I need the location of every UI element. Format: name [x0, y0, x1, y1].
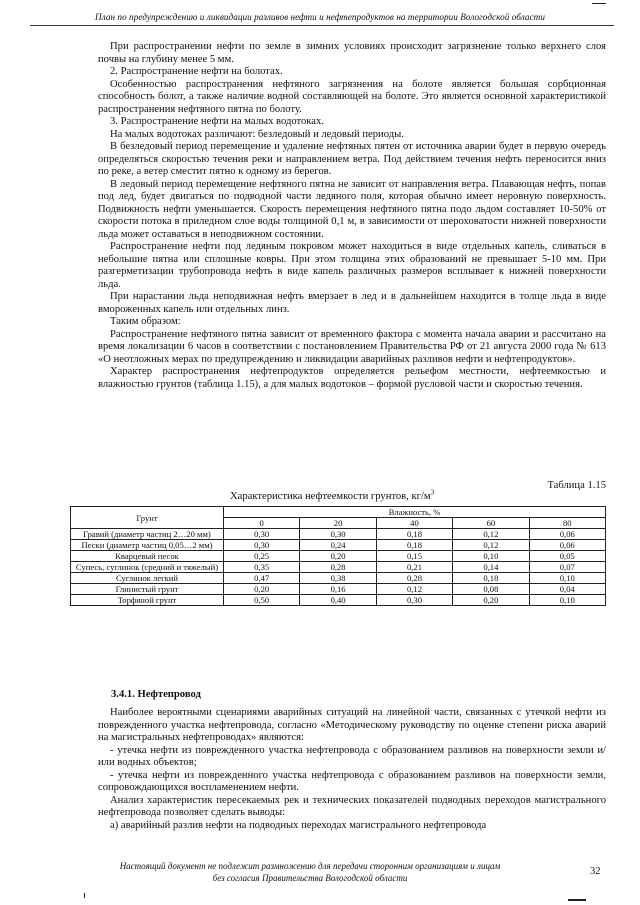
- value-cell: 0,24: [300, 540, 376, 551]
- value-cell: 0,35: [224, 562, 300, 573]
- value-cell: 0,38: [300, 573, 376, 584]
- value-cell: 0,47: [224, 573, 300, 584]
- moisture-level: 20: [300, 518, 376, 529]
- soil-name-cell: Кварцевый песок: [71, 551, 224, 562]
- soil-name-cell: Глинистый грунт: [71, 584, 224, 595]
- value-cell: 0,16: [300, 584, 376, 595]
- page-number: 32: [590, 866, 601, 877]
- section-title: 3.4.1. Нефтепровод: [111, 689, 201, 700]
- scan-mark-top: [592, 3, 606, 4]
- value-cell: 0,30: [376, 595, 452, 606]
- value-cell: 0,12: [376, 584, 452, 595]
- paragraph: - утечка нефти из поврежденного участка нефтепровода с образованием разливов на поверхности земли, сопровождающихся воспламенением нефти.: [98, 769, 606, 793]
- paragraph: Распространение нефтяного пятна зависит от временного фактора с момента начала аварии и рассчитано на время локализации 6 часов в соответствии с постановлением Правительства РФ от 21 августа 2000 года № 613 «О неотложных мерах по предупреждению и ликвидации аварийных разливов нефти и нефтепродуктов».: [98, 328, 606, 365]
- footer-line: Настоящий документ не подлежит размножению для передачи сторонним организациям и лицам: [119, 861, 501, 871]
- paragraph: 3. Распространение нефти на малых водотоках.: [110, 116, 324, 127]
- paragraph: а) аварийный разлив нефти на подводных переходах магистрального нефтепровода: [110, 819, 487, 831]
- header-divider: [30, 25, 614, 26]
- page-header: План по предупреждению и ликвидации разливов нефти и нефтепродуктов на территории Вологодской области: [94, 12, 546, 22]
- value-cell: 0,14: [453, 562, 529, 573]
- table-row: [71, 573, 606, 584]
- table-row: [71, 562, 606, 573]
- scan-mark-left: [84, 893, 85, 898]
- value-cell: 0,08: [453, 584, 529, 595]
- table-title-superscript: 3: [430, 488, 435, 497]
- value-cell: 0,30: [300, 529, 376, 540]
- paragraph: В ледовый период перемещение нефтяного пятна не зависит от направления ветра. Плавающая нефть, попав под лед, будет двигаться по подводной части ледяного поля, которая обычно имеет неровную поверхность. Подвижность нефти уменьшается. Скорость перемещения нефтяного пятна подо льдом составляет 10-50% от скорости потока в приледном слое воды толщиной 0,1 м, в зависимости от шероховатости нижней поверхности льда может оставаться в неподвижном состоянии.: [98, 178, 606, 240]
- paragraph: Наиболее вероятными сценариями аварийных ситуаций на линейной части, связанных с утечкой нефти из поврежденного участка нефтепровода, согласно «Методическому руководству по оценке степени риска аварий на магистральных нефтепроводах» являются:: [98, 707, 606, 743]
- moisture-level: 0: [224, 518, 300, 529]
- value-cell: 0,06: [529, 529, 605, 540]
- value-cell: 0,20: [300, 551, 376, 562]
- value-cell: 0,30: [224, 529, 300, 540]
- value-cell: 0,07: [529, 562, 605, 573]
- value-cell: 0,20: [224, 584, 300, 595]
- moisture-level: 80: [529, 518, 605, 529]
- soil-name-cell: Торфяной грунт: [71, 595, 224, 606]
- value-cell: 0,12: [453, 529, 529, 540]
- table-row: [71, 595, 606, 606]
- paragraph: 2. Распространение нефти на болотах.: [110, 66, 283, 77]
- footer-line: без согласия Правительства Вологодской области: [212, 873, 408, 883]
- paragraph: При нарастании льда неподвижная нефть вмерзает в лед и в дальнейшем находится в толще льда в виде вмороженных капель или отдельных линз.: [98, 291, 606, 315]
- table-row: [71, 529, 606, 540]
- value-cell: 0,10: [529, 573, 605, 584]
- paragraph: В безледовый период перемещение и удаление нефтяных пятен от источника аварии будет в первую очередь определяться скоростью течения реки и направлением ветра. Под действием течения нефть переносится вниз по реке, а ветер сместит пятно к одному из берегов.: [98, 141, 606, 177]
- table-caption: Таблица 1.15: [547, 480, 606, 491]
- value-cell: 0,28: [376, 573, 452, 584]
- scan-mark-bottom: [568, 899, 586, 901]
- value-cell: 0,12: [453, 540, 529, 551]
- body-text-top: [98, 41, 606, 391]
- soil-oil-capacity-table: [70, 506, 606, 606]
- table-row: [71, 584, 606, 595]
- page-footer: [70, 860, 550, 884]
- table-body: [71, 529, 606, 606]
- value-cell: 0,18: [376, 529, 452, 540]
- paragraph: Характер распространения нефтепродуктов определяется рельефом местности, нефтеемкостью и влажностью грунтов (таблица 1.15), а для малых водотоков – формой русловой части и скоростью течения.: [98, 366, 606, 390]
- table-row: [71, 551, 606, 562]
- value-cell: 0,18: [376, 540, 452, 551]
- value-cell: 0,21: [376, 562, 452, 573]
- soil-name-cell: Суглинок легкий: [71, 573, 224, 584]
- value-cell: 0,40: [300, 595, 376, 606]
- column-header-soil: Грунт: [71, 507, 224, 529]
- value-cell: 0,06: [529, 540, 605, 551]
- value-cell: 0,18: [453, 573, 529, 584]
- table-header-row: [71, 507, 606, 518]
- table-title-text: Характеристика нефтеемкости грунтов, кг/м: [230, 491, 431, 502]
- column-header-moisture: Влажность, %: [224, 507, 606, 518]
- soil-name-cell: Пески (диаметр частиц 0,05…2 мм): [71, 540, 224, 551]
- value-cell: 0,30: [224, 540, 300, 551]
- paragraph: Распространение нефти под ледяным покровом может находиться в виде отдельных капель, сливаться в небольшие пятна или сплошные ковры. При этом толщина этих образований не превышает 5-10 мм. При разгерметизации трубопровода нефть в виде капель различных размеров всплывает к нижней поверхности льда.: [98, 241, 606, 290]
- value-cell: 0,10: [529, 595, 605, 606]
- moisture-level: 60: [453, 518, 529, 529]
- paragraph: Таким образом:: [110, 316, 181, 327]
- soil-name-cell: Супесь, суглинок (средний и тяжелый): [71, 562, 224, 573]
- value-cell: 0,50: [224, 595, 300, 606]
- paragraph: На малых водотоках различают: безледовый и ледовый периоды.: [110, 128, 404, 140]
- value-cell: 0,25: [224, 551, 300, 562]
- value-cell: 0,04: [529, 584, 605, 595]
- body-text-bottom: [98, 707, 606, 832]
- paragraph: Анализ характеристик пересекаемых рек и технических показателей подводных переходов магистрального нефтепровода позволяет сделать выводы:: [98, 794, 606, 818]
- moisture-level: 40: [376, 518, 452, 529]
- value-cell: 0,05: [529, 551, 605, 562]
- soil-name-cell: Гравий (диаметр частиц 2…20 мм): [71, 529, 224, 540]
- value-cell: 0,20: [453, 595, 529, 606]
- paragraph: При распространении нефти по земле в зимних условиях происходит загрязнение только верхнего слоя почвы на глубину менее 5 мм.: [98, 41, 606, 65]
- value-cell: 0,15: [376, 551, 452, 562]
- table-row: [71, 540, 606, 551]
- paragraph: Особенностью распространения нефтяного загрязнения на болоте является большая сорбционная способность болот, а также наличие водной составляющей на болоте. Это является основной характеристикой распространения нефтяного пятна по болоту.: [98, 78, 606, 115]
- value-cell: 0,28: [300, 562, 376, 573]
- paragraph: - утечка нефти из поврежденного участка нефтепровода с образованием разливов на поверхности земли и/или водных объектов;: [98, 744, 606, 768]
- table-title: [230, 488, 435, 502]
- value-cell: 0,10: [453, 551, 529, 562]
